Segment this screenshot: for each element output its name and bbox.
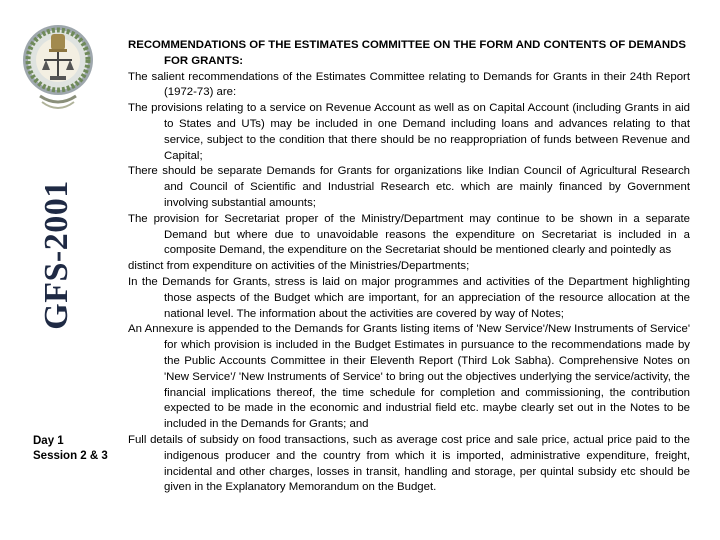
institute-emblem-icon: [20, 16, 96, 120]
paragraph-subsidy: Full details of subsidy on food transactions, such as average cost price and sale price, actual price paid to the indigenous producer and the country from which it is imported, administrative expenditure, freight, incidental and other charges, losses in transit, handling and storage, per quintal subsidy etc should be given in the Explanatory Memorandum on the Budget.: [128, 433, 690, 494]
paragraph-separate-demands: There should be separate Demands for Grants for organizations like Indian Council of Agricultural Research and Council of Scientific and Industrial Research etc. which are mainly financed by Government involving substantial amounts;: [128, 165, 690, 209]
paragraph-secretariat-cont: distinct from expenditure on activities of the Ministries/Departments;: [128, 260, 470, 273]
vertical-title-container: [32, 150, 82, 360]
session-label: [33, 434, 113, 464]
paragraph-intro: The salient recommendations of the Estimates Committee relating to Demands for Grants in their 24th Report (1972-73) are:: [128, 70, 690, 99]
sidebar: [0, 0, 118, 540]
session-label-text: Day 1 Session 2 & 3: [33, 435, 108, 462]
paragraph-revenue-capital: The provisions relating to a service on Revenue Account as well as on Capital Account (including Grants in aid to States and UTs) may be included in one Demand including loans and advances relating to that service, subject to the condition that there should be no reappropriation of funds between Revenue and Capital;: [128, 102, 690, 162]
vertical-title: GFS-2001: [38, 180, 75, 330]
main-content: [128, 38, 690, 540]
paragraph-major-programmes: In the Demands for Grants, stress is laid on major programmes and activities of the Department highlighting those aspects of the Budget which are important, for an appreciation of the resource allocation at the national level. The information about the activities are covered by way of Notes;: [128, 275, 690, 320]
paragraph-secretariat: The provision for Secretariat proper of the Ministry/Department may continue to be shown in a separate Demand but where due to unavoidable reasons the expenditure on Secretariat is included in a composite Demand, the expenditure on the Secretariat should be mentioned clearly and pointedly as: [128, 212, 690, 257]
section-heading: RECOMMENDATIONS OF THE ESTIMATES COMMITTEE ON THE FORM AND CONTENTS OF DEMANDS FOR GRANTS:: [128, 39, 686, 67]
paragraph-annexure: An Annexure is appended to the Demands for Grants listing items of 'New Service'/New Instruments of Service' for which provision is included in the Budget Estimates in pursuance to the recommendations made by the Public Accounts Committee in their Eleventh Report (Third Lok Sabha). Comprehensive Notes on 'New Service'/ 'New Instruments of Service' to bring out the objectives underlying the service/activity, the financial implications thereof, the time schedule for completion and commissioning, the contribution expected to be made in the economic and industrial field etc. maybe clearly set out in the Notes to be included in the Demands for Grants; and: [128, 323, 690, 431]
